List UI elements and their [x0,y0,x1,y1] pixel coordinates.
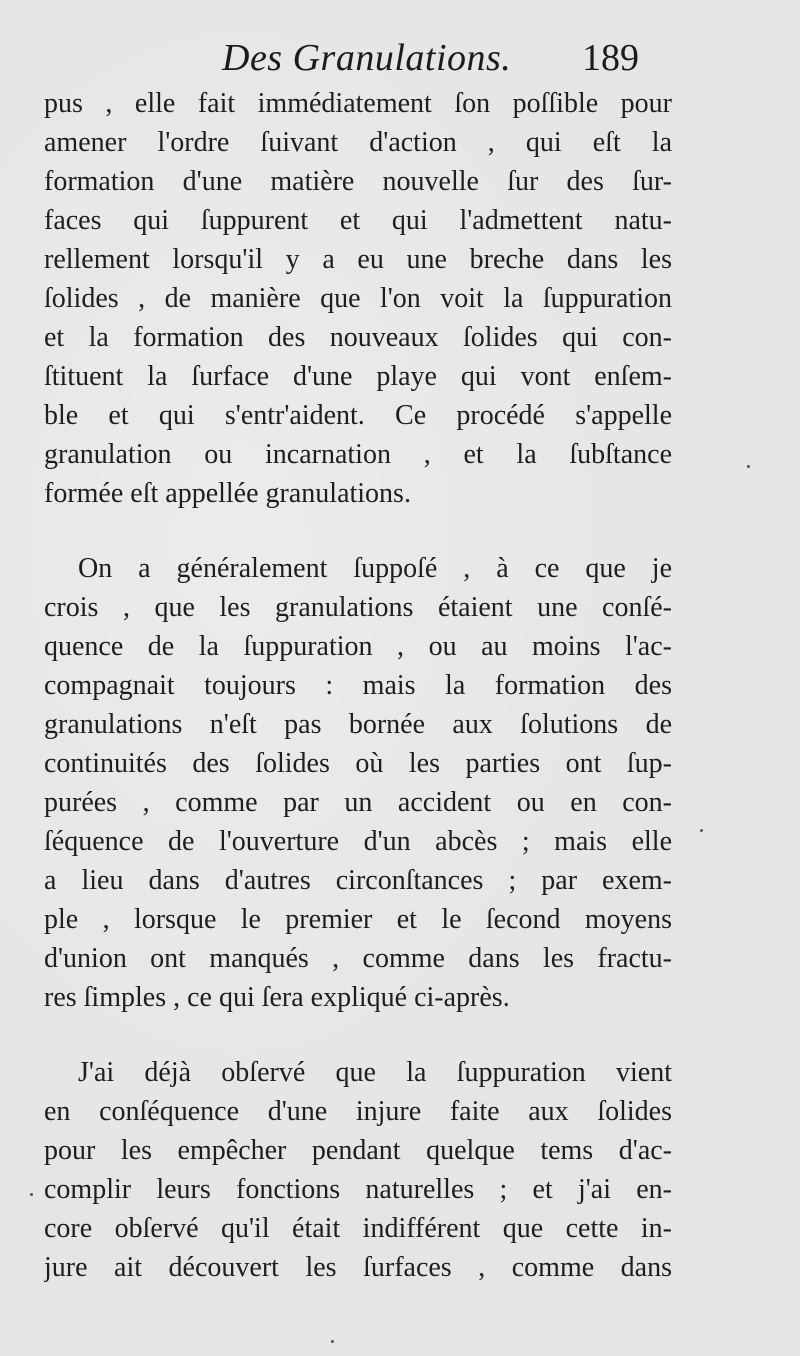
paper-speck [331,1340,334,1343]
paper-speck [747,465,750,468]
text-line: faces qui ſuppurent et qui l'admettent natu- [44,205,672,236]
text-line: ſolides , de manière que l'on voit la ſuppuration [44,283,672,314]
text-line: rellement lorsqu'il y a eu une breche dans les [44,244,672,275]
text-line: crois , que les granulations étaient une conſé- [44,592,672,623]
text-line: en conſéquence d'une injure faite aux ſolides [44,1096,672,1127]
body-text [44,84,672,1287]
text-line: complir leurs fonctions naturelles ; et j'ai en- [44,1174,672,1205]
text-line: formation d'une matière nouvelle ſur des ſur- [44,166,672,197]
text-line: granulations n'eſt pas bornée aux ſolutions de [44,709,672,740]
paragraph-3 [44,1053,672,1287]
text-line: a lieu dans d'autres circonſtances ; par exem- [44,865,672,896]
text-line: J'ai déjà obſervé que la ſuppuration vient [78,1057,672,1088]
text-line: compagnait toujours : mais la formation des [44,670,672,701]
paragraph-gap [44,1017,672,1053]
text-line: ſéquence de l'ouverture d'un abcès ; mais elle [44,826,672,857]
text-line: core obſervé qu'il était indifférent que cette in- [44,1213,672,1244]
text-line: granulation ou incarnation , et la ſubſtance [44,439,672,470]
text-line: pus , elle fait immédiatement ſon poſſible pour [44,88,672,119]
text-line: ple , lorsque le premier et le ſecond moyens [44,904,672,935]
text-line: formée eſt appellée granulations. [44,478,411,509]
paragraph-gap [44,513,672,549]
paragraph-1 [44,84,672,513]
text-line: pour les empêcher pendant quelque tems d'ac- [44,1135,672,1166]
text-line: purées , comme par un accident ou en con- [44,787,672,818]
page-number: 189 [582,37,639,79]
text-line: On a généralement ſuppoſé , à ce que je [78,553,672,584]
text-line: ble et qui s'entr'aident. Ce procédé s'appelle [44,400,672,431]
page-header [0,28,800,88]
text-line: ſtituent la ſurface d'une playe qui vont enſem- [44,361,672,392]
paper-speck [700,829,703,832]
text-line: res ſimples , ce qui ſera expliqué ci-après. [44,982,510,1013]
paper-speck [30,1193,33,1196]
text-line: jure ait découvert les ſurfaces , comme dans [44,1252,672,1283]
text-line: et la formation des nouveaux ſolides qui con- [44,322,672,353]
running-title: Des Granulations. [222,37,512,79]
paragraph-2 [44,549,672,1017]
text-line: continuités des ſolides où les parties ont ſup- [44,748,672,779]
text-line: d'union ont manqués , comme dans les fractu- [44,943,672,974]
text-line: amener l'ordre ſuivant d'action , qui eſt la [44,127,672,158]
text-line: quence de la ſuppuration , ou au moins l'ac- [44,631,672,662]
